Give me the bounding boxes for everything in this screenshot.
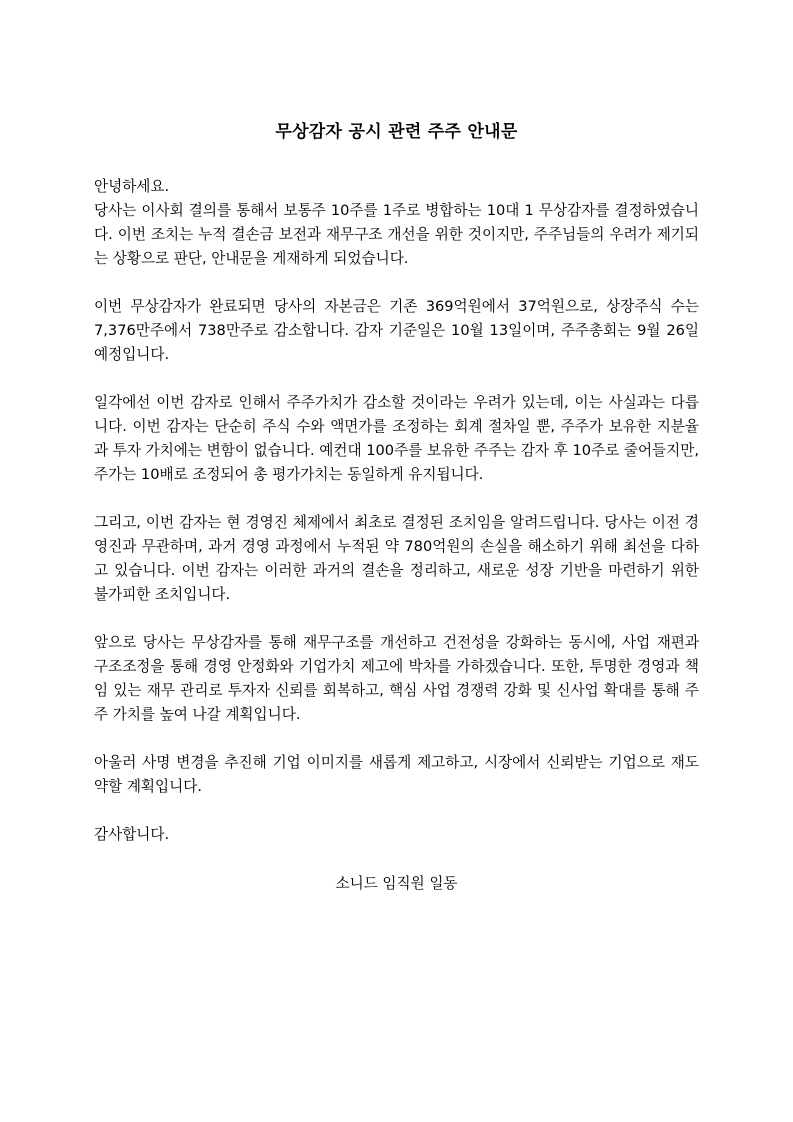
greeting: 안녕하세요. [94,178,170,195]
closing-text: 감사합니다. [94,826,170,843]
document-body [94,175,699,847]
document-title: 무상감자 공시 관련 주주 안내문 [275,122,518,142]
paragraph-5: 앞으로 당사는 무상감자를 통해 재무구조를 개선하고 건전성을 강화하는 동시에, 사업 재편과 구조조정을 통해 경영 안정화와 기업가치 제고에 박차를 가하겠습니다. 또한, 투명한 경영과 책임 있는 재무 관리로 투자자 신뢰를 회복하고, 핵심 사업 경쟁력 강화 및 신사업 확대를 통해 주주 가치를 높여 나갈 계획입니다. [94,634,699,723]
paragraph-3: 일각에선 이번 감자로 인해서 주주가치가 감소할 것이라는 우려가 있는데, 이는 사실과는 다릅니다. 이번 감자는 단순히 주식 수와 액면가를 조정하는 회계 절차일 뿐, 주주가 보유한 지분율과 투자 가치에는 변함이 없습니다. 예컨대 100주를 보유한 주주는 감자 후 10주로 줄어들지만, 주가는 10배로 조정되어 총 평가가치는 동일하게 유지됩니다. [94,394,699,483]
paragraph-6: 아울러 사명 변경을 추진해 기업 이미지를 새롭게 제고하고, 시장에서 신뢰받는 기업으로 재도약할 계획입니다. [94,754,699,795]
paragraph-4: 그리고, 이번 감자는 현 경영진 체제에서 최초로 결정된 조치임을 알려드립니다. 당사는 이전 경영진과 무관하며, 과거 경영 과정에서 누적된 약 780억원의 손실을 해소하기 위해 최선을 다하고 있습니다. 이번 감자는 이러한 과거의 결손을 정리하고, 새로운 성장 기반을 마련하기 위한 불가피한 조치입니다. [94,514,699,603]
paragraph-2: 이번 무상감자가 완료되면 당사의 자본금은 기존 369억원에서 37억원으로, 상장주식 수는 7,376만주에서 738만주로 감소합니다. 감자 기준일은 10월 13일이며, 주주총회는 9월 26일 예정입니다. [94,298,699,363]
signature: 소니드 임직원 일동 [335,875,458,892]
paragraph-1: 당사는 이사회 결의를 통해서 보통주 10주를 1주로 병합하는 10대 1 무상감자를 결정하였습니다. 이번 조치는 누적 결손금 보전과 재무구조 개선을 위한 것이지만, 주주님들의 우려가 제기되는 상황으로 판단, 안내문을 게재하게 되었습니다. [94,202,699,267]
